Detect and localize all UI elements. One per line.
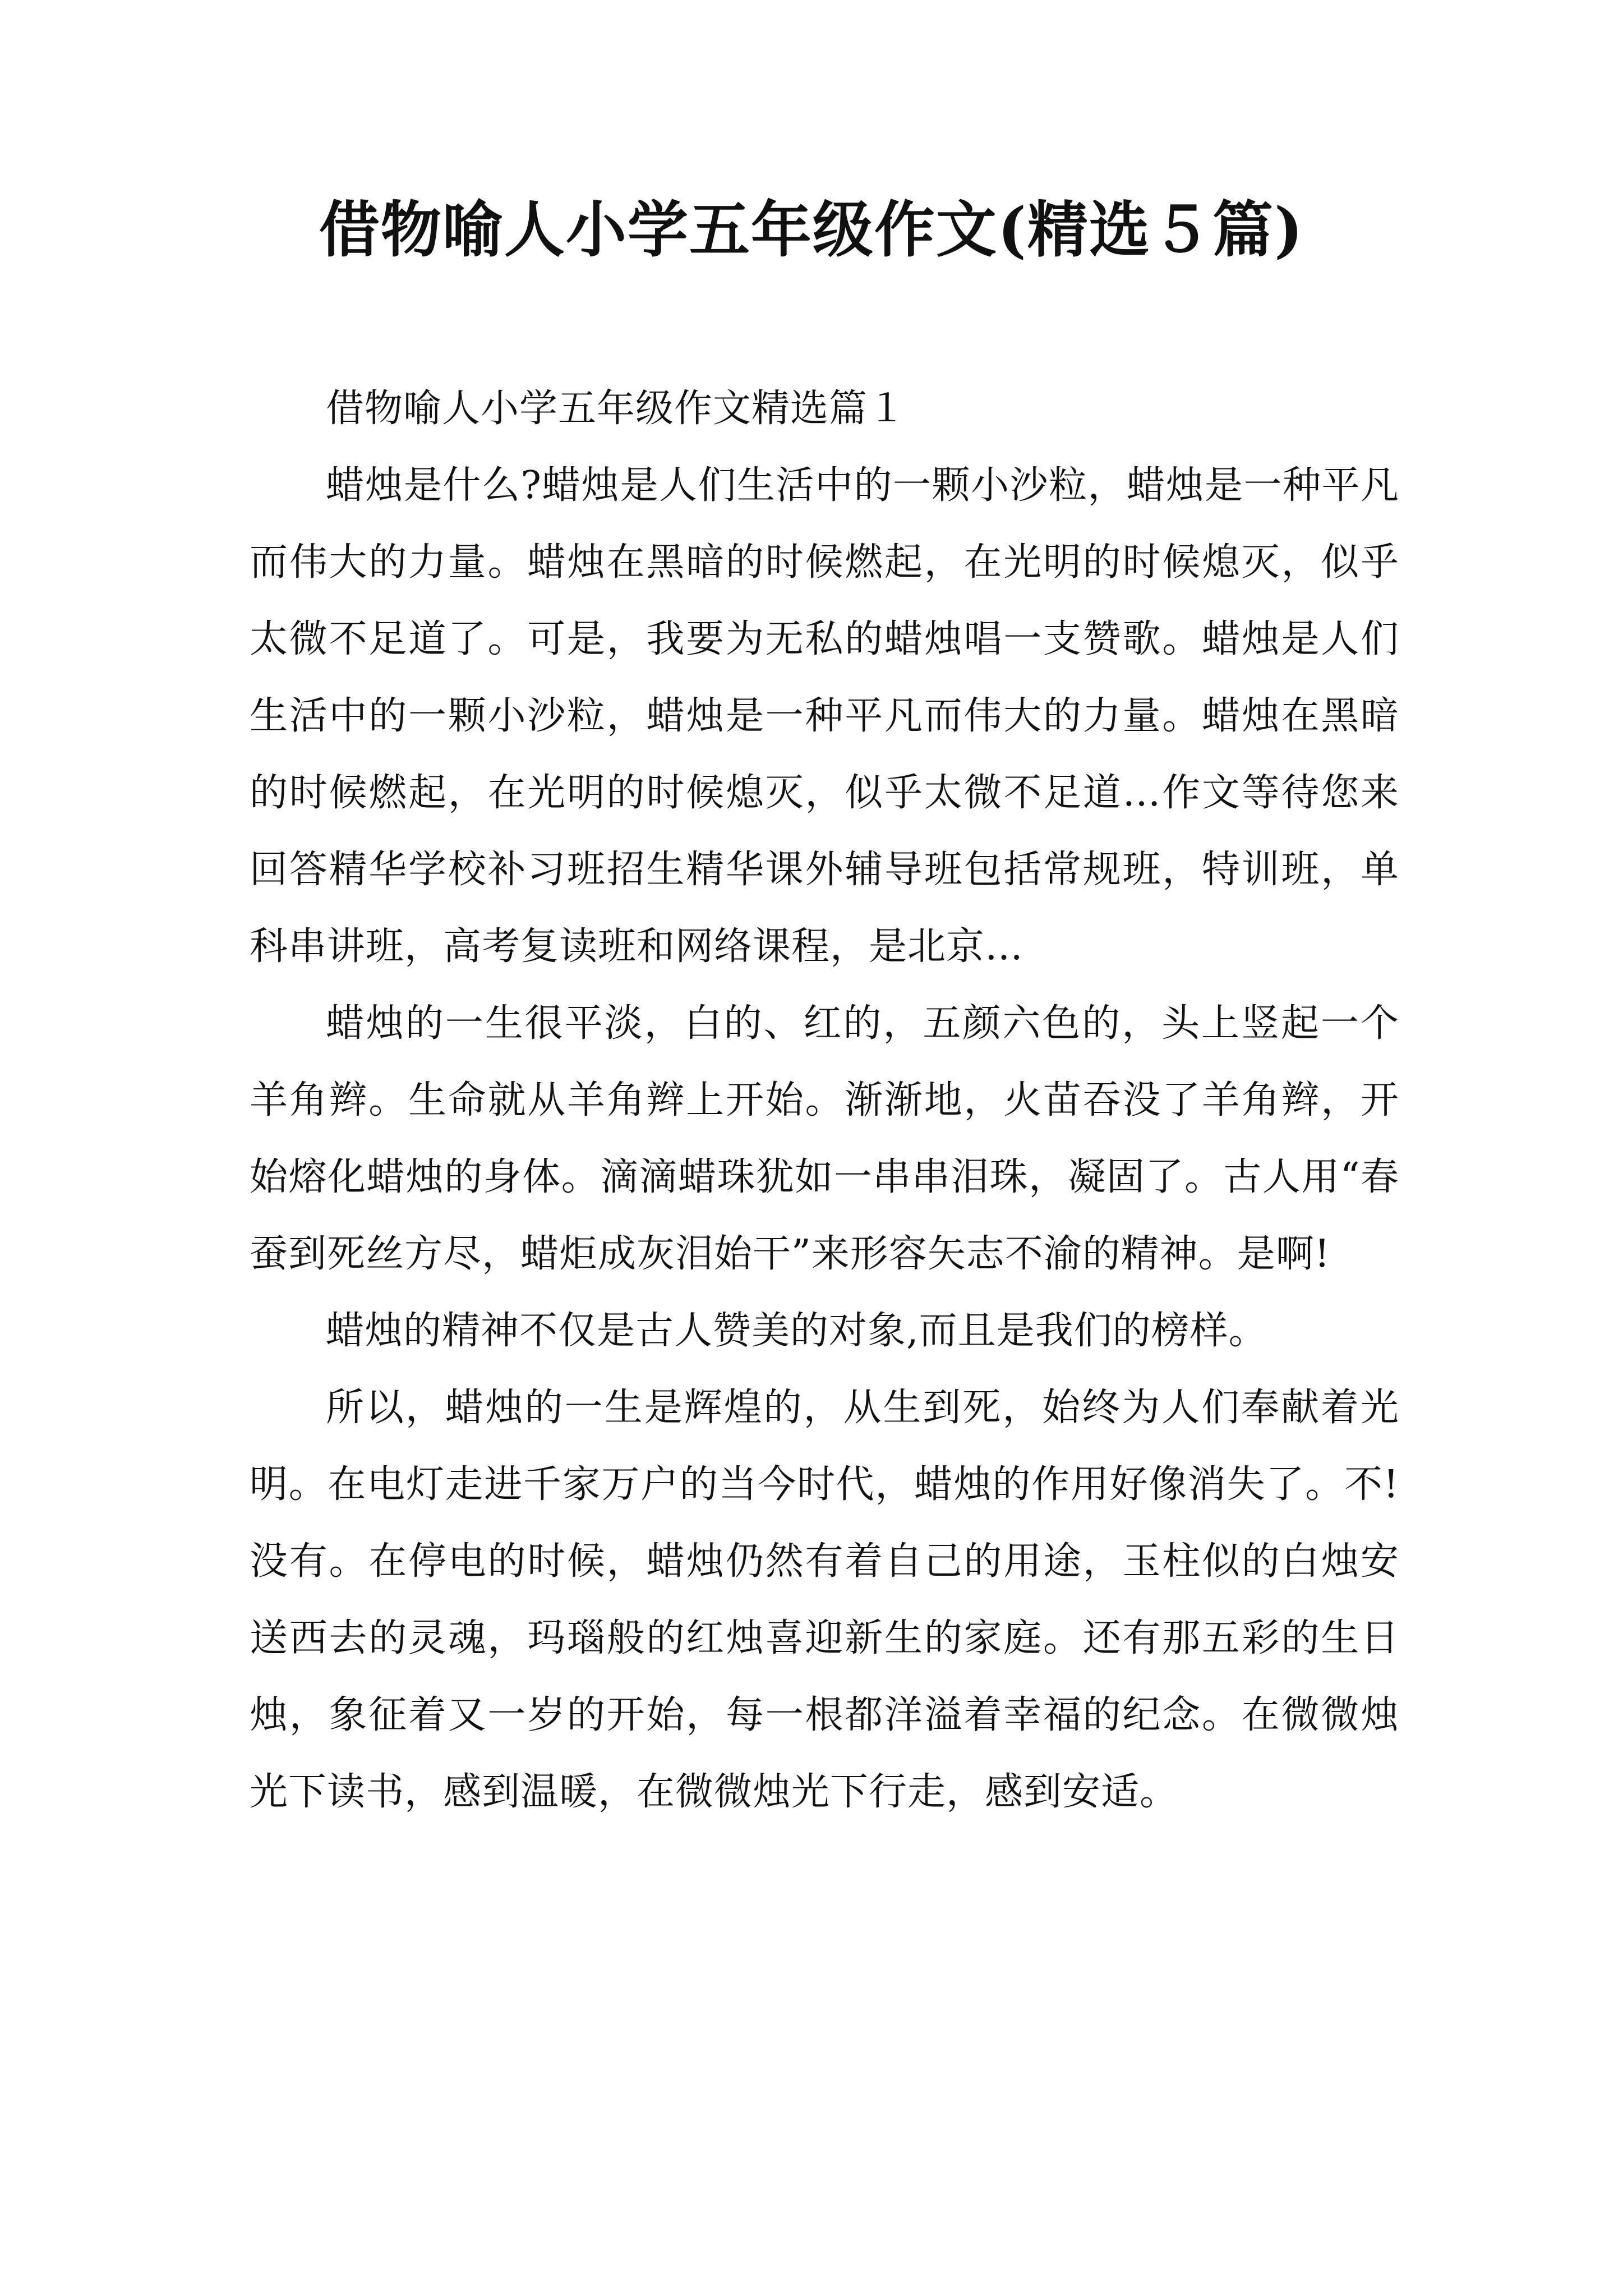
document-title: 借物喻人小学五年级作文(精选５篇) xyxy=(319,195,1304,265)
paragraph-3: 蜡烛的精神不仅是古人赞美的对象,而且是我们的榜样。 xyxy=(326,1309,1267,1353)
section-heading: 借物喻人小学五年级作文精选篇１ xyxy=(326,386,907,431)
paragraph-1: 蜡烛是什么?蜡烛是人们生活中的一颗小沙粒，蜡烛是一种平凡而伟大的力量。蜡烛在黑暗的时候燃起，在光明的时候熄灭，似乎太微不足道了。可是，我要为无私的蜡烛唱一支赞歌。蜡烛是人们生活中的一颗小沙粒，蜡烛是一种平凡而伟大的力量。蜡烛在黑暗的时候燃起，在光明的时候熄灭，似乎太微不足道…作文等待您来回答精华学校补习班招生精华课外辅导班包括常规班，特训班，单科串讲班，高考复读班和网络课程，是北京… xyxy=(250,463,1399,969)
paragraph-4: 所以，蜡烛的一生是辉煌的，从生到死，始终为人们奉献着光明。在电灯走进千家万户的当今时代，蜡烛的作用好像消失了。不!没有。在停电的时候，蜡烛仍然有着自己的用途，玉柱似的白烛安送西去的灵魂，玛瑙般的红烛喜迎新生的家庭。还有那五彩的生日烛，象征着又一岁的开始，每一根都洋溢着幸福的纪念。在微微烛光下读书，感到温暖，在微微烛光下行走，感到安适。 xyxy=(250,1386,1399,1814)
paragraph-2: 蜡烛的一生很平淡，白的、红的，五颜六色的，头上竖起一个羊角辫。生命就从羊角辫上开始。渐渐地，火苗吞没了羊角辫，开始熔化蜡烛的身体。滴滴蜡珠犹如一串串泪珠，凝固了。古人用“春蚕到死丝方尽，蜡炬成灰泪始干”来形容矢志不渝的精神。是啊! xyxy=(250,1001,1399,1276)
document-body xyxy=(250,370,1399,1830)
